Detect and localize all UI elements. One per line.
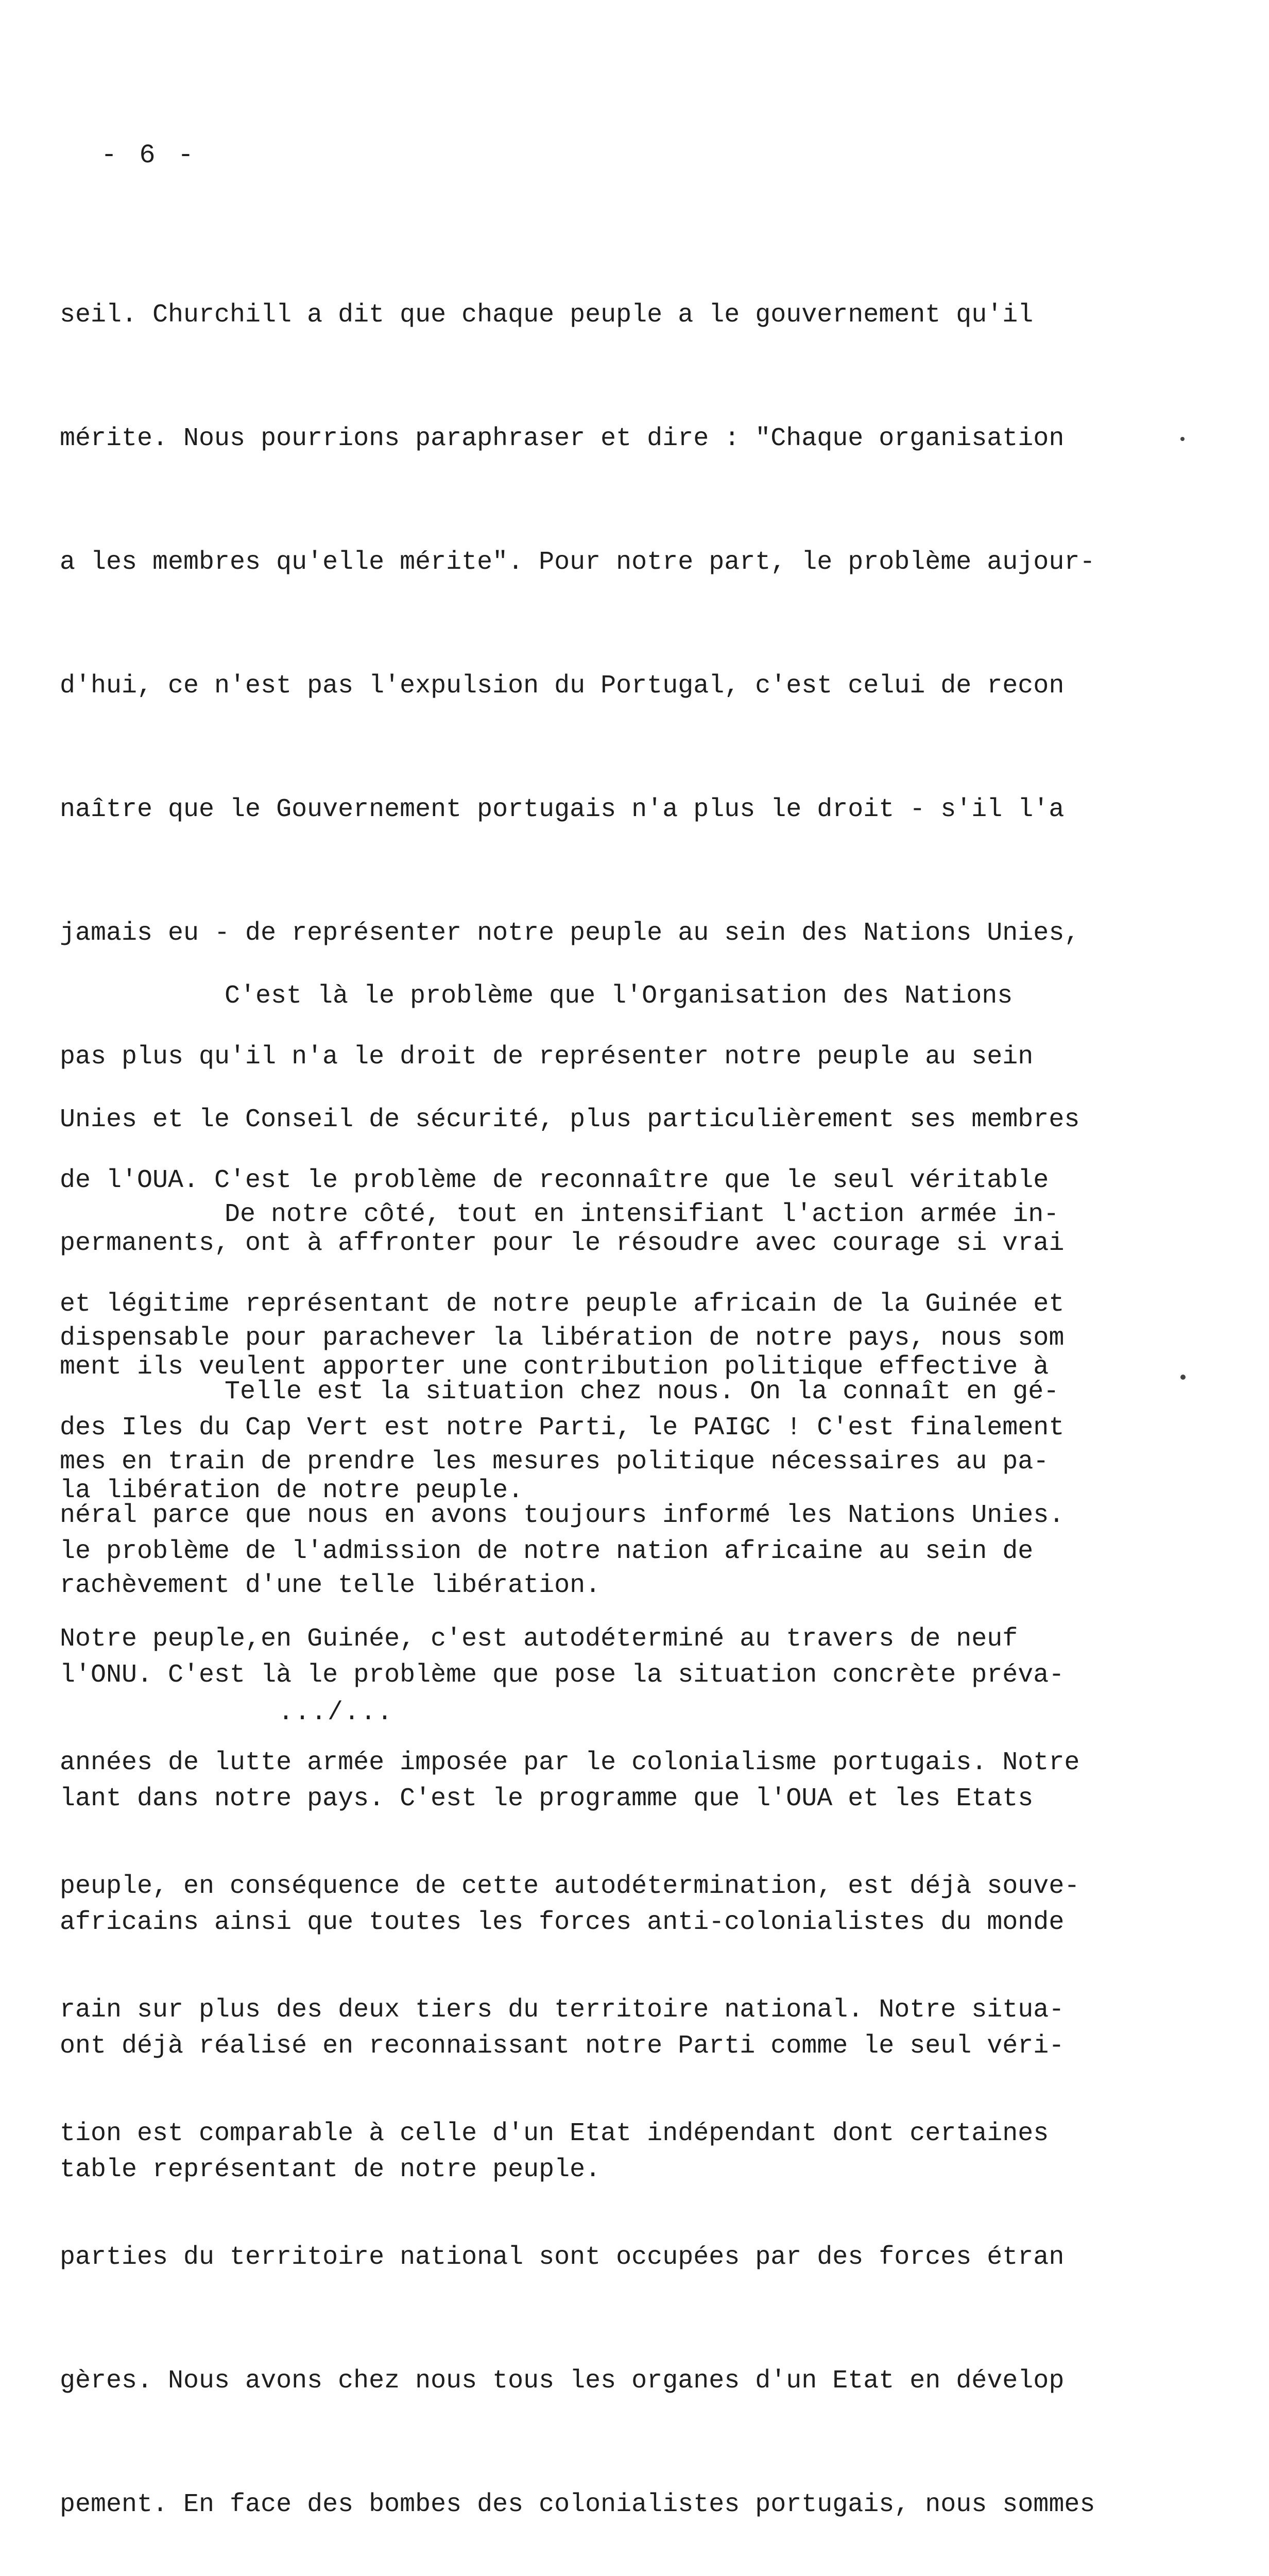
margin-dot-mark	[1180, 437, 1185, 441]
text-line: néral parce que nous en avons toujours informé les Nations Unies.	[60, 1501, 1065, 1530]
text-line: d'hui, ce n'est pas l'expulsion du Portugal, c'est celui de recon	[60, 671, 1065, 701]
text-line: naître que le Gouvernement portugais n'a plus le droit - s'il l'a	[60, 795, 1065, 824]
text-line: ment ils veulent apporter une contribution politique effective à	[60, 1352, 1049, 1382]
page-number: - 6 -	[101, 140, 197, 171]
text-line: de l'OUA. C'est le problème de reconnaître que le seul véritable	[60, 1166, 1049, 1195]
text-line: l'ONU. C'est là le problème que pose la situation concrète préva-	[60, 1660, 1065, 1690]
text-line: années de lutte armée imposée par le colonialisme portugais. Notre	[60, 1748, 1080, 1777]
text-line: tion est comparable à celle d'un Etat indépendant dont certaines	[60, 2119, 1049, 2148]
paragraph-4	[60, 1289, 1095, 2576]
text-line: seil. Churchill a dit que chaque peuple a le gouvernement qu'il	[60, 300, 1034, 330]
text-line: gères. Nous avons chez nous tous les organes d'un Etat en dévelop	[60, 2366, 1065, 2396]
text-line: jamais eu - de représenter notre peuple au sein des Nations Unies,	[60, 919, 1080, 948]
text-line: et légitime représentant de notre peuple africain de la Guinée et	[60, 1290, 1065, 1319]
text-line: Notre peuple,en Guinée, c'est autodéterminé au travers de neuf	[60, 1624, 1018, 1654]
text-line: pement. En face des bombes des colonialistes portugais, nous sommes	[60, 2490, 1095, 2519]
text-line: ont déjà réalisé en reconnaissant notre Parti comme le seul véri-	[60, 2031, 1065, 2061]
text-line: a les membres qu'elle mérite". Pour notre part, le problème aujour-	[60, 548, 1095, 577]
text-line: permanents, ont à affronter pour le résoudre avec courage si vrai	[60, 1229, 1065, 1258]
text-line: des Iles du Cap Vert est notre Parti, le PAIGC ! C'est finalement	[60, 1413, 1065, 1443]
text-line: le problème de l'admission de notre nation africaine au sein de	[60, 1537, 1034, 1566]
text-line: la libération de notre peuple.	[60, 1476, 524, 1505]
text-line: dispensable pour parachever la libération de notre pays, nous som	[60, 1324, 1065, 1353]
text-line: Unies et le Conseil de sécurité, plus particulièrement ses membres	[60, 1105, 1080, 1134]
text-line: lant dans notre pays. C'est le programme que l'OUA et les Etats	[60, 1784, 1034, 1814]
text-line: africains ainsi que toutes les forces anti-colonialistes du monde	[60, 1908, 1065, 1937]
margin-dot-mark	[1180, 1375, 1186, 1380]
text-line: parties du territoire national sont occupées par des forces étran	[60, 2243, 1065, 2272]
text-line: table représentant de notre peuple.	[60, 2155, 601, 2184]
text-line: De notre côté, tout en intensifiant l'action armée in-	[225, 1200, 1059, 1229]
text-line: Telle est la situation chez nous. On la connaît en gé-	[225, 1377, 1059, 1406]
text-line: peuple, en conséquence de cette autodétermination, est déjà souve-	[60, 1872, 1080, 1901]
continuation-marker: .../...	[278, 1698, 394, 1727]
text-line: rain sur plus des deux tiers du territoire national. Notre situa-	[60, 1995, 1065, 2025]
text-line: C'est là le problème que l'Organisation des Nations	[225, 981, 1013, 1011]
text-line: mérite. Nous pourrions paraphraser et dire : "Chaque organisation	[60, 424, 1065, 453]
text-line: mes en train de prendre les mesures politique nécessaires au pa-	[60, 1447, 1049, 1477]
text-line: pas plus qu'il n'a le droit de représenter notre peuple au sein	[60, 1042, 1034, 1072]
text-line: rachèvement d'une telle libération.	[60, 1571, 601, 1600]
